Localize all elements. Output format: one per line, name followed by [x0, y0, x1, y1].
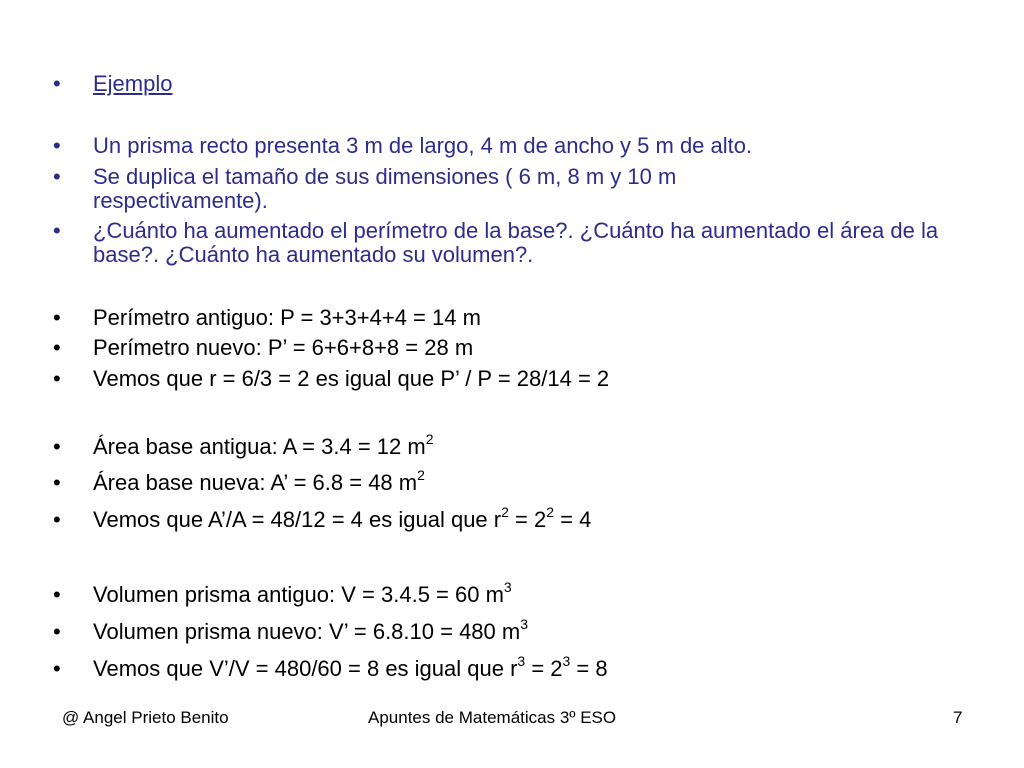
- bullet-dot: •: [53, 133, 61, 158]
- exponent: 3: [520, 616, 529, 632]
- bullet-dot: •: [53, 335, 61, 360]
- exponent: 2: [501, 504, 509, 520]
- bullet-item-perimeter: [0, 306, 1024, 336]
- bullet-item-perimeter: [0, 367, 1024, 397]
- exponent: 3: [562, 653, 571, 669]
- area-compare-end: = 4: [554, 507, 592, 532]
- bullet-dot: •: [53, 507, 61, 532]
- bullet-dot: •: [53, 619, 61, 644]
- volume-new-text: Volumen prisma nuevo: V’ = 6.8.10 = 480 m: [93, 619, 521, 644]
- bullet-item-area: [0, 467, 1024, 501]
- volume-compare-mid: = 2: [525, 656, 563, 681]
- area-old: [93, 431, 993, 459]
- perimeter-old: Perímetro antiguo: P = 3+3+4+4 = 14 m: [93, 305, 481, 330]
- bullet-item-volume: [0, 616, 1024, 650]
- volume-old: [93, 579, 993, 607]
- bullet-item-volume: [0, 579, 1024, 613]
- bullet-dot: •: [53, 218, 61, 243]
- exponent: 2: [425, 431, 434, 447]
- slide-heading: Ejemplo: [93, 71, 173, 96]
- perimeter-compare: Vemos que r = 6/3 = 2 es igual que P’ / P = 28/14 = 2: [93, 366, 610, 391]
- problem-text: ¿Cuánto ha aumentado el perímetro de la base?. ¿Cuánto ha aumentado el área de la base?. ¿Cuánto ha aumentado su volumen?.: [93, 218, 939, 267]
- area-new-text: Área base nueva: A’ = 6.8 = 48 m: [93, 470, 418, 495]
- area-old-text: Área base antigua: A = 3.4 = 12 m: [93, 434, 426, 459]
- footer-page-number: 7: [953, 708, 963, 727]
- problem-text: Se duplica el tamaño de sus dimensiones ( 6 m, 8 m y 10 m respectivamente).: [93, 164, 677, 213]
- footer-course: Apuntes de Matemáticas 3º ESO: [368, 708, 617, 727]
- bullet-dot: •: [53, 582, 61, 607]
- bullet-dot: •: [53, 470, 61, 495]
- bullet-item-problem: [0, 134, 1024, 164]
- bullet-item-heading: [0, 72, 1024, 102]
- exponent: 2: [417, 467, 425, 483]
- area-compare-text: Vemos que A’/A = 48/12 = 4 es igual que r: [93, 507, 502, 532]
- bullet-item-area: [0, 504, 1024, 538]
- footer-author: @ Angel Prieto Benito: [62, 708, 229, 727]
- exponent: 2: [546, 504, 555, 520]
- bullet-dot: •: [53, 656, 61, 681]
- bullet-dot: •: [53, 434, 61, 459]
- volume-compare-end: = 8: [570, 656, 608, 681]
- volume-new: [93, 616, 993, 644]
- volume-compare: [93, 653, 993, 681]
- bullet-dot: •: [53, 305, 61, 330]
- volume-old-text: Volumen prisma antiguo: V = 3.4.5 = 60 m: [93, 582, 504, 607]
- problem-text: Un prisma recto presenta 3 m de largo, 4 m de ancho y 5 m de alto.: [93, 133, 753, 158]
- bullet-item-area: [0, 431, 1024, 465]
- volume-compare-text: Vemos que V’/V = 480/60 = 8 es igual que r: [93, 656, 518, 681]
- bullet-item-problem: [0, 165, 1024, 215]
- exponent: 3: [517, 653, 526, 669]
- bullet-item-volume: [0, 653, 1024, 687]
- area-new: [93, 467, 993, 495]
- exponent: 3: [503, 579, 512, 595]
- bullet-item-problem: [0, 219, 1024, 269]
- area-compare-mid: = 2: [508, 507, 547, 532]
- bullet-dot: •: [53, 164, 61, 189]
- bullet-dot: •: [53, 366, 61, 391]
- perimeter-new: Perímetro nuevo: P’ = 6+6+8+8 = 28 m: [93, 335, 474, 360]
- bullet-item-perimeter: [0, 336, 1024, 366]
- bullet-dot: •: [53, 71, 61, 96]
- area-compare: [93, 504, 993, 532]
